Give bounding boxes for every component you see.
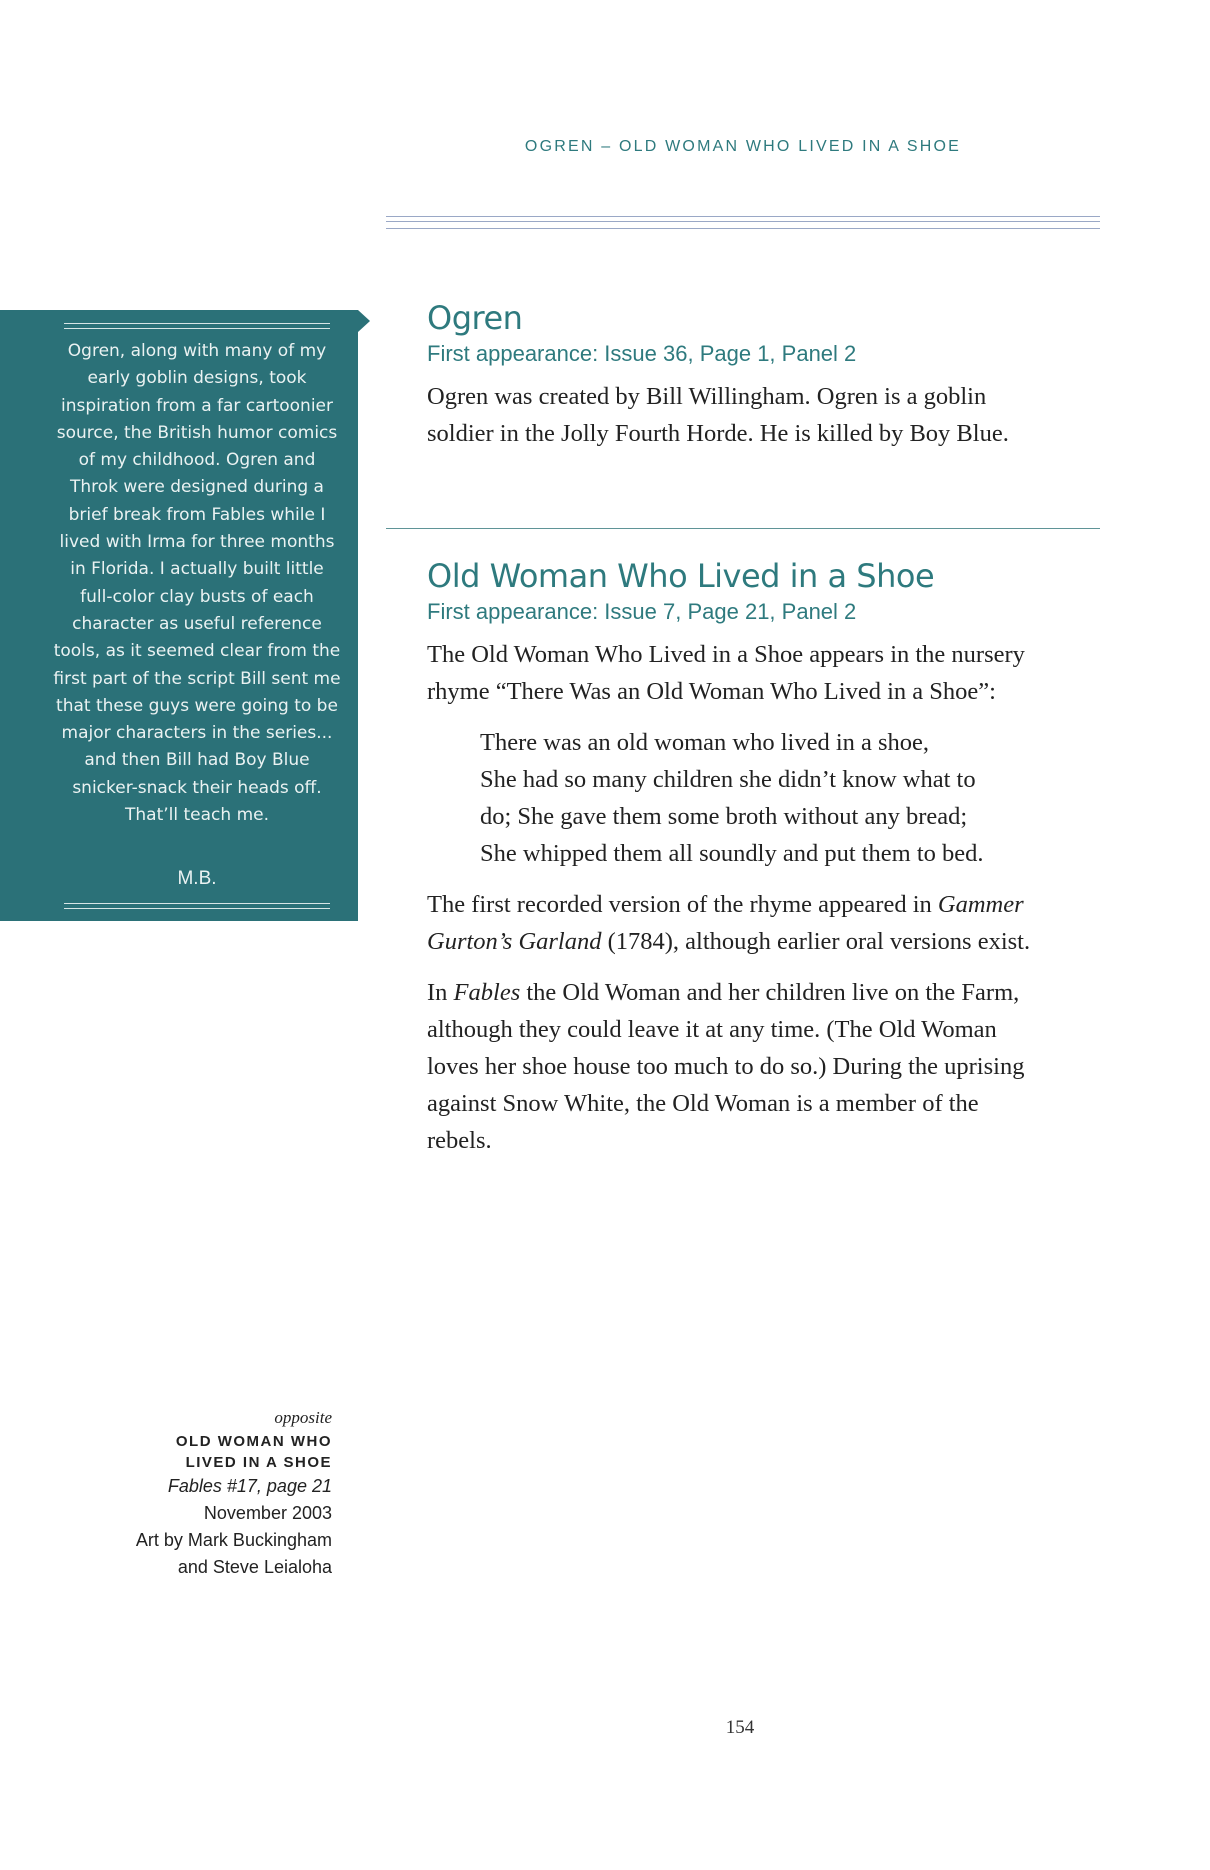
- sidebar-signature: M.B.: [177, 868, 217, 889]
- text-run: (1784), although earlier oral versions exist.: [601, 928, 1031, 955]
- nursery-rhyme-verse: [480, 724, 1070, 872]
- header-rule: [386, 216, 1100, 229]
- caption-issue: Fables #17, page 21: [167, 1476, 332, 1496]
- book-title: Gammer Gurton’s Garland: [427, 891, 1024, 955]
- sidebar-bottom-rule: [64, 903, 330, 909]
- text-run: The first recorded version of the rhyme appeared in: [427, 891, 938, 918]
- text-run: In: [427, 979, 454, 1006]
- caption-label: opposite: [274, 1408, 332, 1427]
- first-appearance-old-woman: First appearance: Issue 7, Page 21, Panel 2: [427, 599, 857, 624]
- caption-title: OLD WOMAN WHO: [175, 1433, 332, 1450]
- caption-credit: Art by Mark Buckingham: [135, 1530, 332, 1550]
- verse-line: do; She gave them some broth without any bread;: [480, 803, 968, 830]
- entry-title-ogren: Ogren: [427, 299, 523, 337]
- verse-line: There was an old woman who lived in a shoe,: [480, 729, 930, 756]
- page-number: 154: [725, 1717, 755, 1738]
- text-run: the Old Woman and her children live on the Farm, although they could leave it at any time. (The Old Woman loves her shoe house too much to do so.) During the uprising against Snow White, the Old Woman is a member of the rebels.: [427, 979, 1025, 1154]
- section-divider: [386, 528, 1100, 529]
- body-old-woman-intro: The Old Woman Who Lived in a Shoe appears in the nursery rhyme “There Was an Old Woman Who Lived in a Shoe”:: [427, 641, 1025, 705]
- entry-old-woman: [427, 558, 1047, 1173]
- image-caption: [80, 1404, 332, 1581]
- caption-title: LIVED IN A SHOE: [185, 1454, 332, 1471]
- sidebar-quote-box: [0, 310, 358, 921]
- body-old-woman-history: [427, 886, 1047, 960]
- body-ogren: Ogren was created by Bill Willingham. Ogren is a goblin soldier in the Jolly Fourth Horde. He is killed by Boy Blue.: [427, 383, 1009, 447]
- body-old-woman-fables: [427, 974, 1047, 1159]
- running-head: OGREN – OLD WOMAN WHO LIVED IN A SHOE: [524, 138, 962, 155]
- entry-ogren: [427, 300, 1047, 466]
- sidebar-pointer: [358, 310, 370, 332]
- verse-line: She had so many children she didn’t know what to: [480, 766, 976, 793]
- verse-line: She whipped them all soundly and put them to bed.: [480, 840, 984, 867]
- caption-credit: and Steve Leialoha: [177, 1557, 332, 1577]
- caption-date: November 2003: [203, 1503, 332, 1523]
- sidebar-top-rule: [64, 323, 330, 329]
- first-appearance-ogren: First appearance: Issue 36, Page 1, Panel 2: [427, 341, 857, 366]
- entry-title-old-woman: Old Woman Who Lived in a Shoe: [427, 557, 935, 595]
- series-title: Fables: [453, 979, 521, 1006]
- sidebar-quote-text: Ogren, along with many of my early goblin designs, took inspiration from a far cartoonier source, the British humor comics of my childhood. Ogren and Throk were designed during a brief break from Fables while I lived with Irma for three months in Florida. I actually built little full-color clay busts of each character as useful reference tools, as it seemed clear from the first part of the script Bill sent me that these guys were going to be major characters in the series... and then Bill had Boy Blue snicker-snack their heads off. That’ll teach me.: [53, 341, 341, 826]
